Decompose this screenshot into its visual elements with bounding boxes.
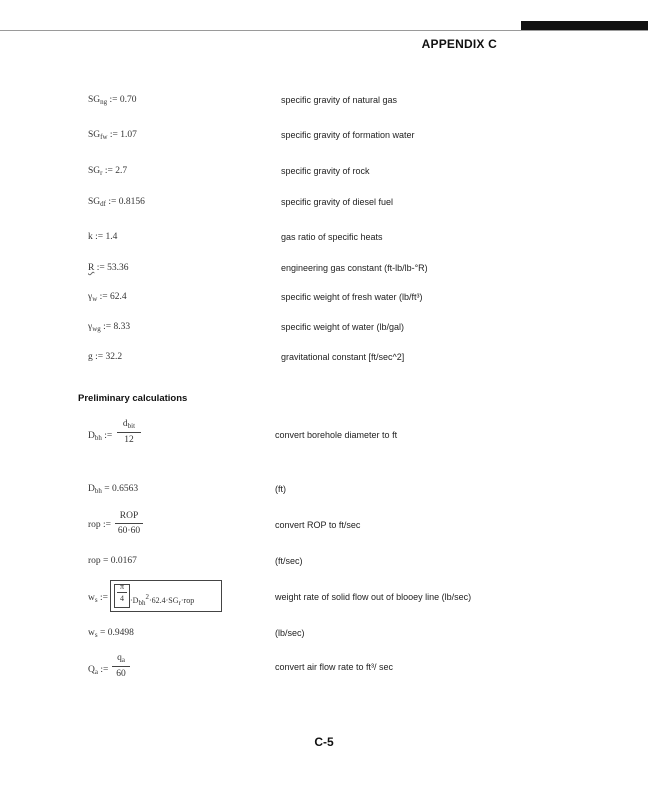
constant-sg-r-desc: specific gravity of rock (281, 166, 370, 176)
constant-gamma-w: $\gamma_w$ := 62.4 (88, 292, 127, 303)
header-rule (0, 30, 648, 31)
calc-rop-desc: convert ROP to ft/sec (275, 520, 361, 530)
constant-gamma-wg: $\gamma_{wg}$ := 8.33 (88, 322, 131, 333)
calc-qa-fraction: $q_a$ 60 (112, 653, 130, 679)
constant-g-desc: gravitational constant [ft/sec^2] (281, 352, 405, 362)
constant-g: g := 32.2 (88, 352, 123, 362)
appendix-title: APPENDIX C (421, 37, 497, 51)
calc-rop-result-unit: (ft/sec) (275, 556, 303, 566)
calc-dbh-result-unit: (ft) (275, 484, 286, 494)
constant-k-desc: gas ratio of specific heats (281, 232, 383, 242)
calc-dbh-lhs: $D_{bh}$ := (88, 431, 113, 442)
constant-sg-fw: $SG_{fw}$ := 1.07 (88, 130, 137, 141)
page-number: C-5 (314, 735, 334, 749)
calc-ws-pi-fraction: π 4 (117, 582, 127, 603)
calc-ws-lhs: $w_s$ := (88, 593, 108, 604)
section-heading: Preliminary calculations (78, 393, 188, 404)
constant-sg-r: $SG_r$ := 2.7 (88, 166, 128, 177)
constant-sg-ng: $SG_{ng}$ := 0.70 (88, 95, 137, 106)
calc-ws-result: $w_s = 0.9498$ (88, 628, 134, 639)
calc-ws-result-unit: (lb/sec) (275, 628, 305, 638)
calc-ws-desc: weight rate of solid flow out of blooey line (lb/sec) (275, 592, 472, 602)
constant-gamma-wg-desc: specific weight of water (lb/gal) (281, 322, 405, 332)
constant-sg-df: $SG_{df}$ := 0.8156 (88, 197, 145, 208)
calc-rop-fraction: ROP 60·60 (115, 511, 143, 536)
constant-k: k := 1.4 (88, 232, 118, 242)
constant-sg-df-desc: specific gravity of diesel fuel (281, 197, 394, 207)
calc-dbh-desc: convert borehole diameter to ft (275, 430, 398, 440)
constant-r: R := 53.36 (88, 263, 129, 273)
constant-sg-fw-desc: specific gravity of formation water (281, 130, 415, 140)
calc-qa-desc: convert air flow rate to ft³/ sec (275, 662, 394, 672)
calc-dbh-result: $D_{bh} = 0.6563$ (88, 484, 139, 495)
calc-rop-lhs: rop := (88, 520, 112, 530)
constant-sg-ng-desc: specific gravity of natural gas (281, 95, 398, 105)
calc-qa-lhs: $Q_a$ := (88, 665, 109, 676)
calc-ws-body: ·Dbh2·62.4·SGr·rop (130, 593, 195, 607)
calc-rop-result: rop = 0.0167 (88, 556, 137, 566)
constant-gamma-w-desc: specific weight of fresh water (lb/ft³) (281, 292, 423, 302)
constant-r-desc: engineering gas constant (ft-lb/lb-°R) (281, 263, 428, 273)
calc-dbh-fraction: $d_{bit}$ 12 (117, 419, 141, 445)
